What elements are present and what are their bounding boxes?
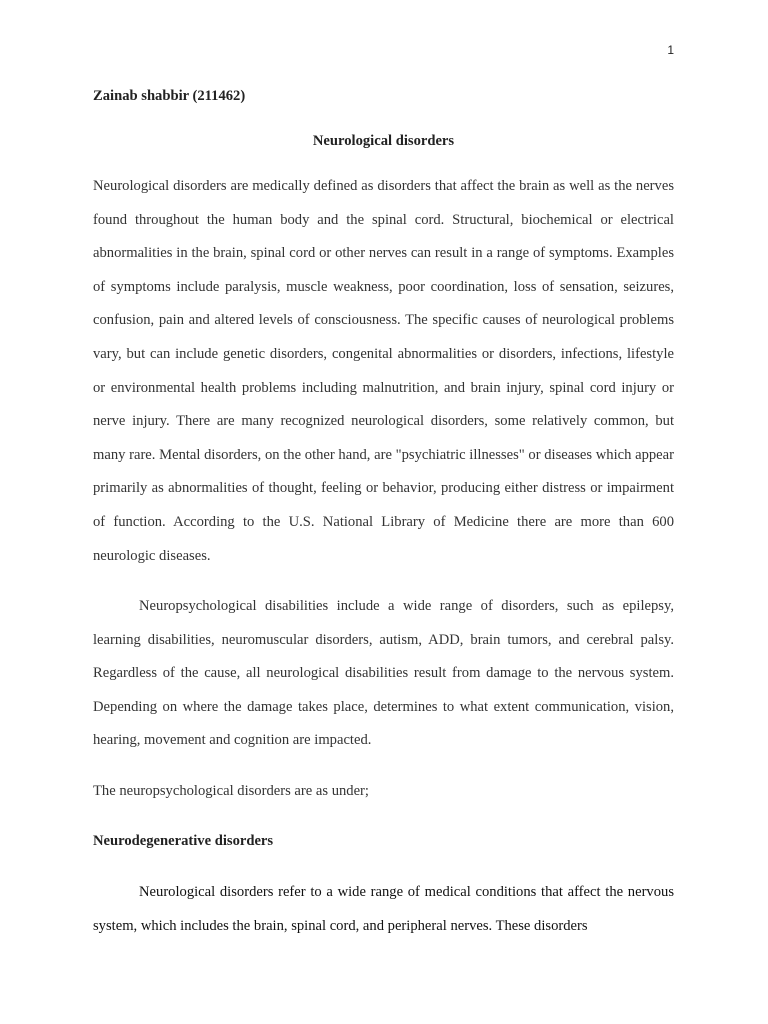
paragraph-neurodegenerative: Neurological disorders refer to a wide range of medical conditions that affect the nervous system, which includes the brain, spinal cord, and peripheral nerves. These disorders	[93, 884, 674, 934]
section-heading: Neurodegenerative disorders	[93, 833, 274, 849]
paragraph-intro: Neurological disorders are medically defined as disorders that affect the brain as well as the nerves found throughout the human body and the spinal cord. Structural, biochemical or electrical abnormalities in the brain, spinal cord or other nerves can result in a range of symptoms. Examples of symptoms include paralysis, muscle weakness, poor coordination, loss of sensation, seizures, confusion, pain and altered levels of consciousness. The specific causes of neurological problems vary, but can include genetic disorders, congenital abnormalities or disorders, infections, lifestyle or environmental health problems including malnutrition, and brain injury, spinal cord injury or nerve injury. There are many recognized neurological disorders, some relatively common, but many rare. Mental disorders, on the other hand, are "psychiatric illnesses" or diseases which appear primarily as abnormalities of thought, feeling or behavior, producing either distress or impairment of function. According to the U.S. National Library of Medicine there are more than 600 neurologic diseases.	[93, 178, 674, 564]
paragraph-neurodegenerative-block	[93, 876, 674, 943]
document-title: Neurological disorders	[312, 133, 455, 149]
paragraph-list-intro: The neuropsychological disorders are as under;	[93, 783, 369, 799]
section-heading-block	[93, 833, 674, 850]
paragraph-disabilities-block	[93, 590, 674, 758]
page-number: 1	[667, 43, 674, 57]
paragraph-disabilities: Neuropsychological disabilities include a wide range of disorders, such as epilepsy, learning disabilities, neuromuscular disorders, autism, ADD, brain tumors, and cerebral palsy. Regardless of the cause, all neurological disabilities result from damage to the nervous system. Depending on where the damage takes place, determines to what extent communication, vision, hearing, movement and cognition are impacted.	[93, 598, 674, 749]
paragraph-intro-block	[93, 170, 674, 573]
paragraph-list-intro-block	[93, 775, 674, 809]
author-line: Zainab shabbir (211462)	[93, 88, 246, 104]
